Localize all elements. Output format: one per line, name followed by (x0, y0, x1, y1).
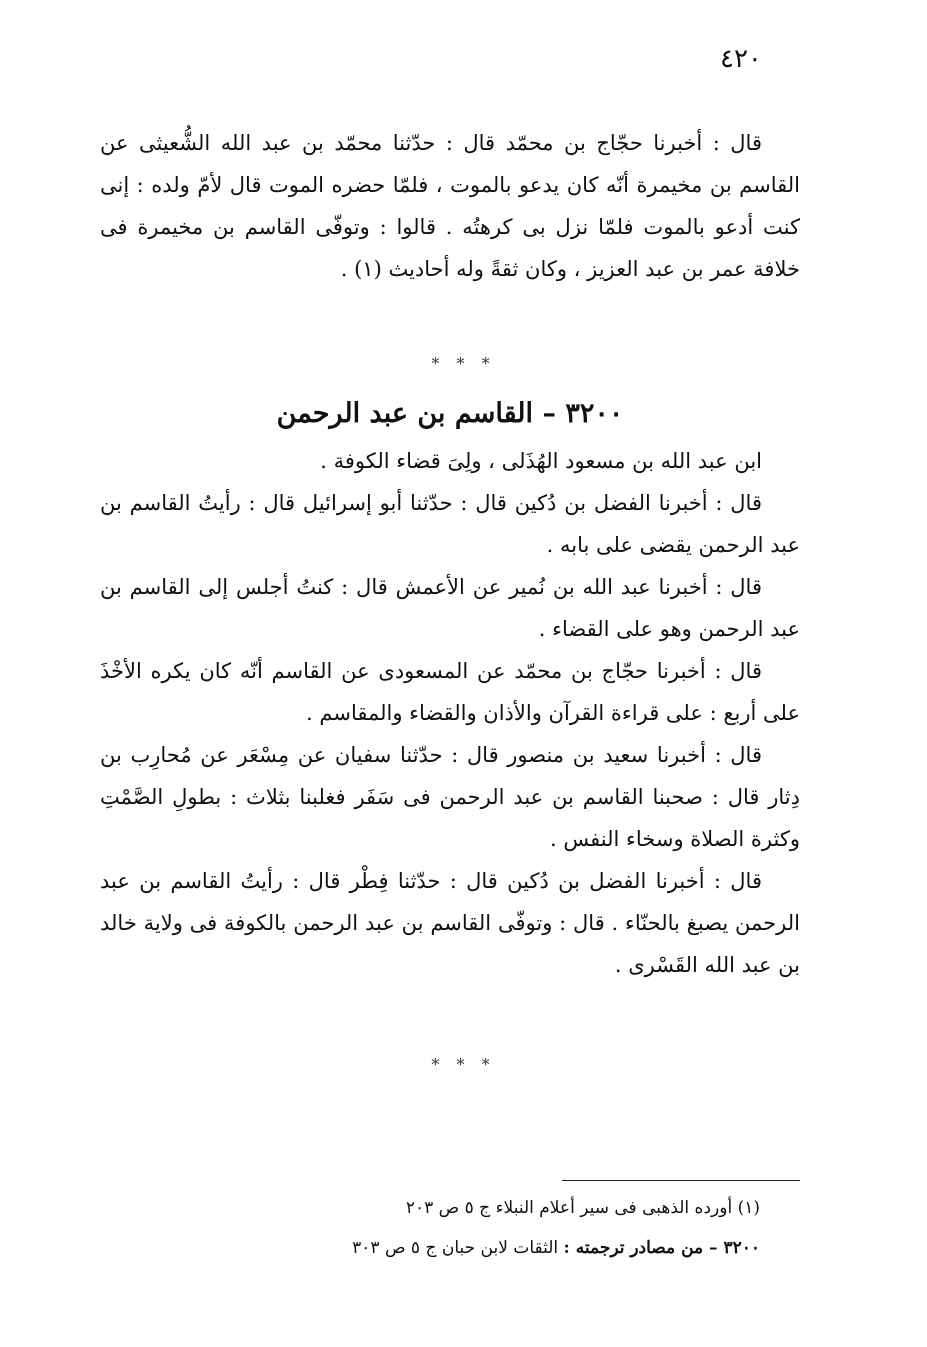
footnote-2-label: ٣٢٠٠ – من مصادر ترجمته : (563, 1238, 760, 1258)
footnote-divider (562, 1180, 800, 1181)
section-separator: * * * (431, 1055, 496, 1074)
entry-subtitle: ابن عبد الله بن مسعود الهُذَلى ، ولِىَ قضاء الكوفة . (320, 449, 762, 473)
page-number: ٤٢٠ (720, 44, 762, 74)
footnote-2 (100, 1228, 760, 1268)
heading-dash: – (542, 398, 556, 429)
footnote-2-text: الثقات لابن حبان ج ٥ ص ٣٠٣ (352, 1238, 559, 1258)
entry-title: القاسم بن عبد الرحمن (276, 398, 534, 429)
footnotes (100, 1188, 760, 1268)
paragraph: قال : أخبرنا حجّاج بن محمّد قال : حدّثنا محمّد بن عبد الله الشُّعيثى عن القاسم بن مخيمرة أنّه كان يدعو بالموت ، فلمّا حضره الموت قال لأمّ ولده : إنى كنت أدعو بالموت فلمّا نزل بى كرهتُه . قالوا : وتوفّى القاسم بن مخيمرة فى خلافة عمر بن عبد العزيز ، وكان ثقةً وله أحاديث (١) . (100, 131, 800, 281)
paragraph: قال : أخبرنا عبد الله بن نُمير عن الأعمش قال : كنتُ أجلس إلى القاسم بن عبد الرحمن وهو على القضاء . (100, 575, 800, 641)
footnote-1: (١) أورده الذهبى فى سير أعلام النبلاء ج ٥ ص ٢٠٣ (405, 1198, 760, 1218)
section-body (100, 440, 800, 986)
paragraph: قال : أخبرنا حجّاج بن محمّد عن المسعودى عن القاسم أنّه كان يكره الأخْذَ على أربع : على قراءة القرآن والأذان والقضاء والمقاسم . (100, 659, 800, 725)
paragraph: قال : أخبرنا الفضل بن دُكين قال : حدّثنا فِطْر قال : رأيتُ القاسم بن عبد الرحمن يصبغ بالحنّاء . قال : وتوفّى القاسم بن عبد الرحمن بالكوفة فى ولاية خالد بن عبد الله القَسْرى . (100, 869, 800, 977)
entry-number: ٣٢٠٠ (565, 398, 624, 429)
paragraph: قال : أخبرنا الفضل بن دُكين قال : حدّثنا أبو إسرائيل قال : رأيتُ القاسم بن عبد الرحمن يقضى على بابه . (100, 491, 800, 557)
section-heading (100, 392, 800, 436)
section-separator: * * * (431, 354, 496, 373)
paragraph: قال : أخبرنا سعيد بن منصور قال : حدّثنا سفيان عن مِسْعَر عن مُحارِب بن دِثار قال : صحبنا القاسم بن عبد الرحمن فى سَفَر فغلبنا بثلاث : بطولِ الصَّمْتِ وكثرة الصلاة وسخاء النفس . (100, 743, 800, 851)
intro-paragraph (100, 122, 800, 290)
